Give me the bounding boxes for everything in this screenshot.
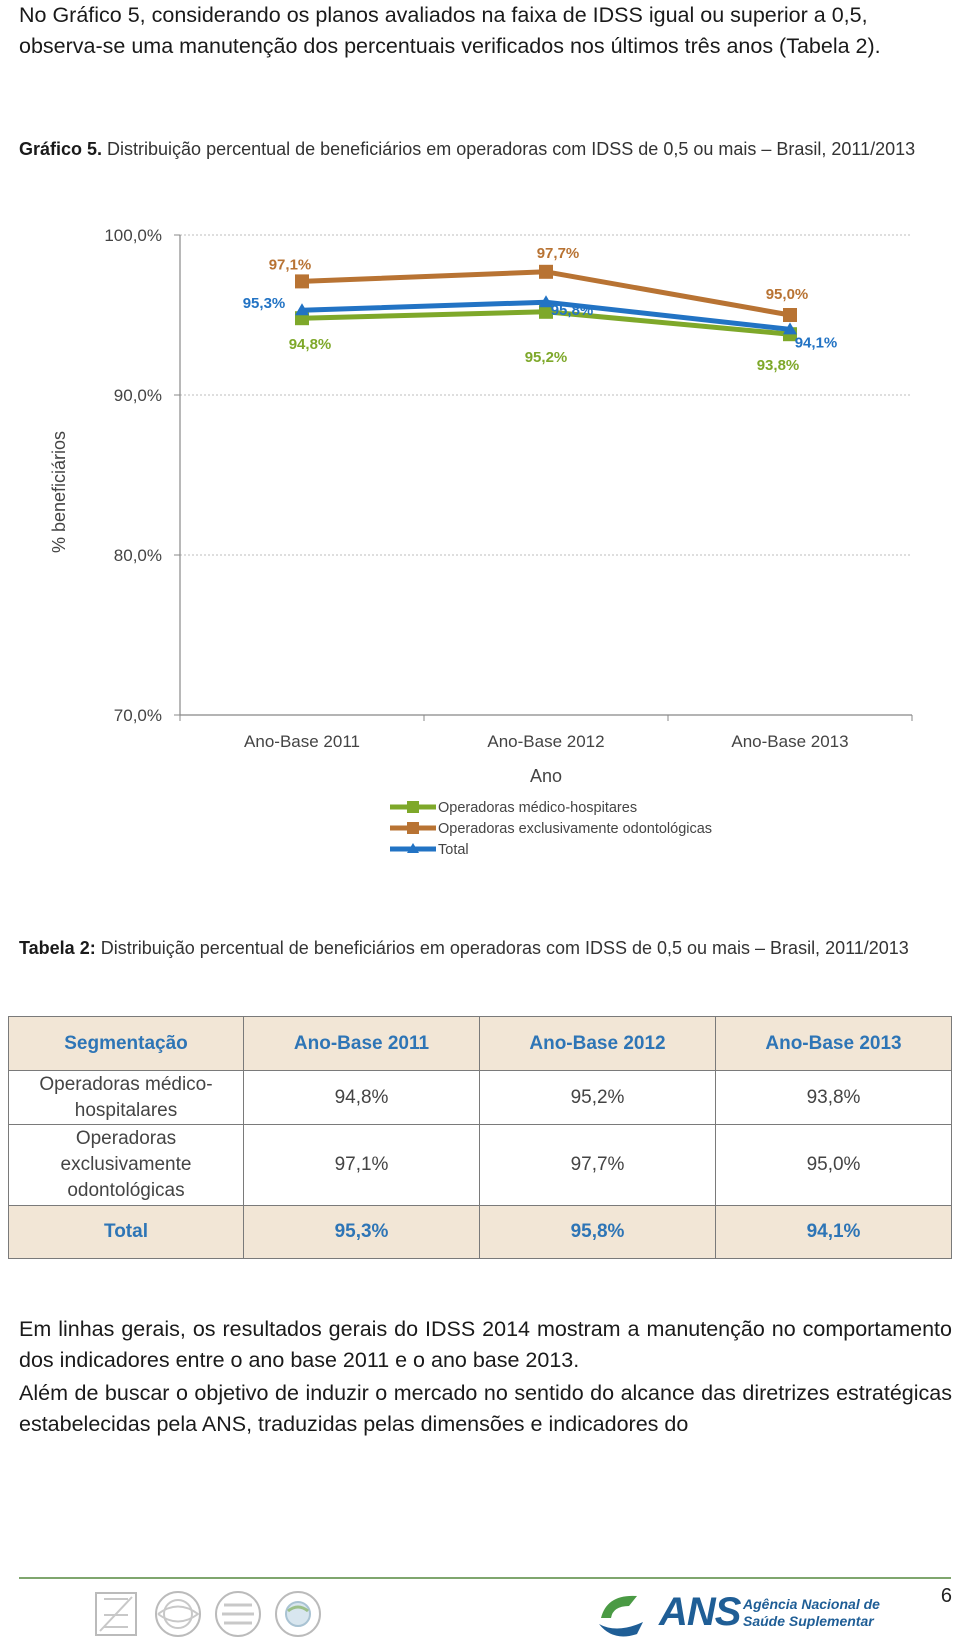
row-label: Operadoras médico-hospitalares	[9, 1071, 244, 1125]
x-tick-labels	[244, 732, 849, 751]
y-tick-label: 100,0%	[104, 226, 162, 245]
table-cell: 95,0%	[716, 1125, 952, 1206]
seal-logo-3	[212, 1585, 264, 1643]
intro-paragraph: No Gráfico 5, considerando os planos avaliados na faixa de IDSS igual ou superior a 0,5, observa-se uma manutenção dos percentuais verificados nos últimos três anos (Tabela 2).	[19, 3, 881, 58]
header-segmentacao: Segmentação	[9, 1017, 244, 1071]
chart-legend	[390, 800, 712, 858]
total-cell: 94,1%	[716, 1206, 952, 1259]
data-label: 95,3%	[242, 295, 286, 313]
chart-series	[295, 265, 797, 341]
legend-swatch-marker	[407, 822, 419, 834]
page-number: 6	[940, 1585, 952, 1607]
table-caption-text: Distribuição percentual de beneficiários em operadoras com IDSS de 0,5 ou mais – Brasil, 2011/2013	[95, 938, 909, 958]
x-tick-label: Ano-Base 2013	[731, 732, 849, 751]
data-table	[8, 1016, 952, 1259]
data-point	[783, 308, 797, 322]
chart-caption	[19, 136, 939, 163]
x-tick-label: Ano-Base 2012	[487, 732, 605, 751]
total-label: Total	[9, 1206, 244, 1259]
seal-logo-4	[272, 1585, 324, 1643]
table-row	[9, 1125, 952, 1206]
table-cell: 93,8%	[716, 1071, 952, 1125]
header-2013: Ano-Base 2013	[716, 1017, 952, 1071]
x-tick-label: Ano-Base 2011	[244, 732, 360, 751]
table-row	[9, 1071, 952, 1125]
table-total-row	[9, 1206, 952, 1259]
ans-logo-icon	[597, 1588, 657, 1640]
table-cell: 94,8%	[244, 1071, 480, 1125]
row-label: Operadoras exclusivamente odontológicas	[9, 1125, 244, 1206]
table-cell: 97,1%	[244, 1125, 480, 1206]
data-label: 97,7%	[536, 244, 580, 262]
table-cell: 97,7%	[480, 1125, 716, 1206]
table-header-row	[9, 1017, 952, 1071]
line-chart	[0, 215, 960, 875]
body-paragraph: Além de buscar o objetivo de induzir o mercado no sentido do alcance das diretrizes estratégicas estabelecidas pela ANS, traduzidas pelas dimensões e indicadores do	[19, 1381, 952, 1436]
seal-logo-1	[90, 1585, 142, 1643]
ans-logo-text: ANS	[659, 1590, 741, 1634]
total-cell: 95,8%	[480, 1206, 716, 1259]
table-caption	[19, 935, 939, 962]
table-caption-label: Tabela 2:	[19, 938, 96, 958]
data-label: 93,8%	[756, 357, 800, 375]
data-point	[539, 265, 553, 279]
data-label: 97,1%	[268, 256, 312, 274]
ans-logo-subtitle-2: Saúde Suplementar	[743, 1613, 874, 1629]
y-tick-labels	[104, 226, 162, 725]
legend-label: Operadoras exclusivamente odontológicas	[438, 821, 713, 837]
chart-caption-text: Distribuição percentual de beneficiários em operadoras com IDSS de 0,5 ou mais – Brasil, 2011/2013	[102, 139, 916, 159]
data-label: 94,8%	[288, 336, 332, 354]
legend-label: Operadoras médico-hospitares	[438, 800, 638, 816]
y-axis-title: % beneficiários	[49, 430, 69, 554]
total-cell: 95,3%	[244, 1206, 480, 1259]
data-label: 95,0%	[765, 286, 809, 303]
table-cell: 95,2%	[480, 1071, 716, 1125]
header-2012: Ano-Base 2012	[480, 1017, 716, 1071]
y-tick-label: 90,0%	[113, 386, 162, 405]
data-label: 95,2%	[524, 348, 568, 366]
body-paragraph: Em linhas gerais, os resultados gerais do IDSS 2014 mostram a manutenção no comportamento dos indicadores entre o ano base 2011 e o ano base 2013.	[19, 1317, 952, 1372]
ans-logo-subtitle-1: Agência Nacional de	[743, 1596, 880, 1612]
y-tick-label: 70,0%	[113, 706, 162, 725]
legend-swatch-marker	[407, 801, 419, 813]
seal-logo-2	[152, 1585, 204, 1643]
header-2011: Ano-Base 2011	[244, 1017, 480, 1071]
data-point	[295, 274, 309, 288]
legend-label: Total	[438, 842, 469, 858]
data-label: 95,8%	[550, 302, 594, 320]
data-label: 94,1%	[794, 334, 838, 352]
footer-divider	[19, 1577, 951, 1579]
chart-caption-label: Gráfico 5.	[19, 139, 103, 159]
y-tick-label: 80,0%	[113, 546, 162, 565]
x-axis-title: Ano	[529, 766, 563, 786]
